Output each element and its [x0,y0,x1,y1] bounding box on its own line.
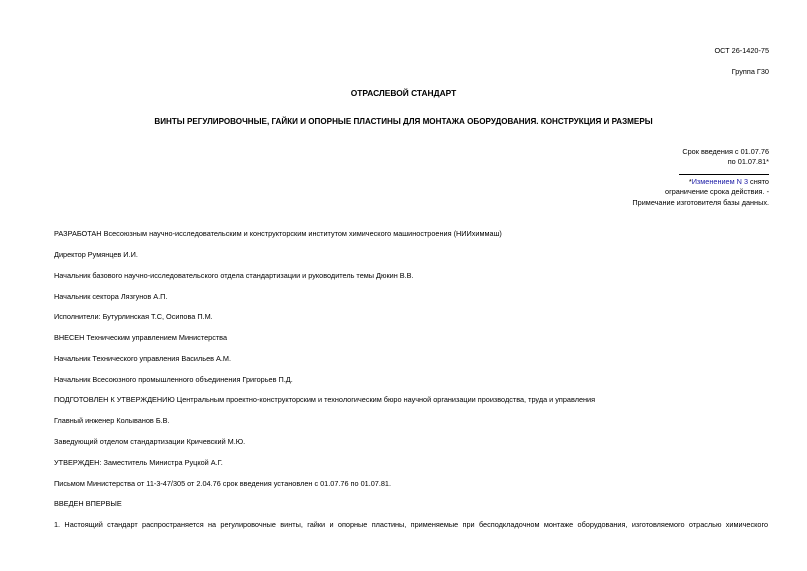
validity-start: Срок введения с 01.07.76 [682,147,769,156]
paragraph-chief-engineer: Главный инженер Колыванов Б.В. [54,416,170,425]
paragraph-director: Директор Румянцев И.И. [54,250,138,259]
note-line-1 [689,178,769,187]
paragraph-introduced-by: ВНЕСЕН Техническим управлением Министерства [54,333,228,342]
amendment-link[interactable]: Изменением N 3 [691,177,749,186]
validity-end: по 01.07.81* [727,157,769,166]
paragraph-scope: 1. Настоящий стандарт распространяется на регулировочные винты, гайки и опорные пластины, применяемые при бесподкладочном монтаже оборудования, изготовляемого отраслью химического [54,521,768,529]
paragraph-sector-head: Начальник сектора Лязгунов А.П. [54,292,168,301]
paragraph-prepared-by: ПОДГОТОВЛЕН К УТВЕРЖДЕНИЮ Центральным проектно-конструкторским и технологическим бюро научной организации производства, труда и управления [54,395,596,404]
note-star: * [688,177,692,186]
paragraph-union-head: Начальник Всесоюзного промышленного объединения Григорьев П.Д. [54,375,293,384]
paragraph-introduced-first: ВВЕДЕН ВПЕРВЫЕ [54,499,122,508]
paragraph-ministry-letter: Письмом Министерства от 11-3-47/305 от 2.04.76 срок введения установлен с 01.07.76 по 01.07.81. [54,479,392,488]
paragraph-developed-by: РАЗРАБОТАН Всесоюзным научно-исследовательским и конструкторским институтом химического машиностроения (НИИхиммаш) [54,229,502,238]
group-label: Группа Г30 [731,67,769,76]
paragraph-executors: Исполнители: Бутурлинская Т.С, Осипова П.М. [54,312,213,321]
note-line-2: ограничение срока действия. - [665,187,769,196]
paragraph-standards-head: Заведующий отделом стандартизации Кричевский М.Ю. [54,437,246,446]
paragraph-approved-by: УТВЕРЖДЕН: Заместитель Министра Руцкой А.Г. [54,458,223,467]
note-divider [679,174,769,175]
doc-number: ОСТ 26-1420-75 [714,46,769,55]
paragraph-tech-head: Начальник Технического управления Васильев А.М. [54,354,232,363]
note-line-1-rest: снято [748,177,769,186]
standard-title: ВИНТЫ РЕГУЛИРОВОЧНЫЕ, ГАЙКИ И ОПОРНЫЕ ПЛАСТИНЫ ДЛЯ МОНТАЖА ОБОРУДОВАНИЯ. КОНСТРУКЦИЯ И РАЗМЕРЫ [154,117,653,126]
note-line-3: Примечание изготовителя базы данных. [632,198,769,207]
paragraph-dept-head: Начальник базового научно-исследовательского отдела стандартизации и руководитель темы Дюкин В.В. [54,271,414,280]
standard-kind-heading: ОТРАСЛЕВОЙ СТАНДАРТ [350,88,457,98]
